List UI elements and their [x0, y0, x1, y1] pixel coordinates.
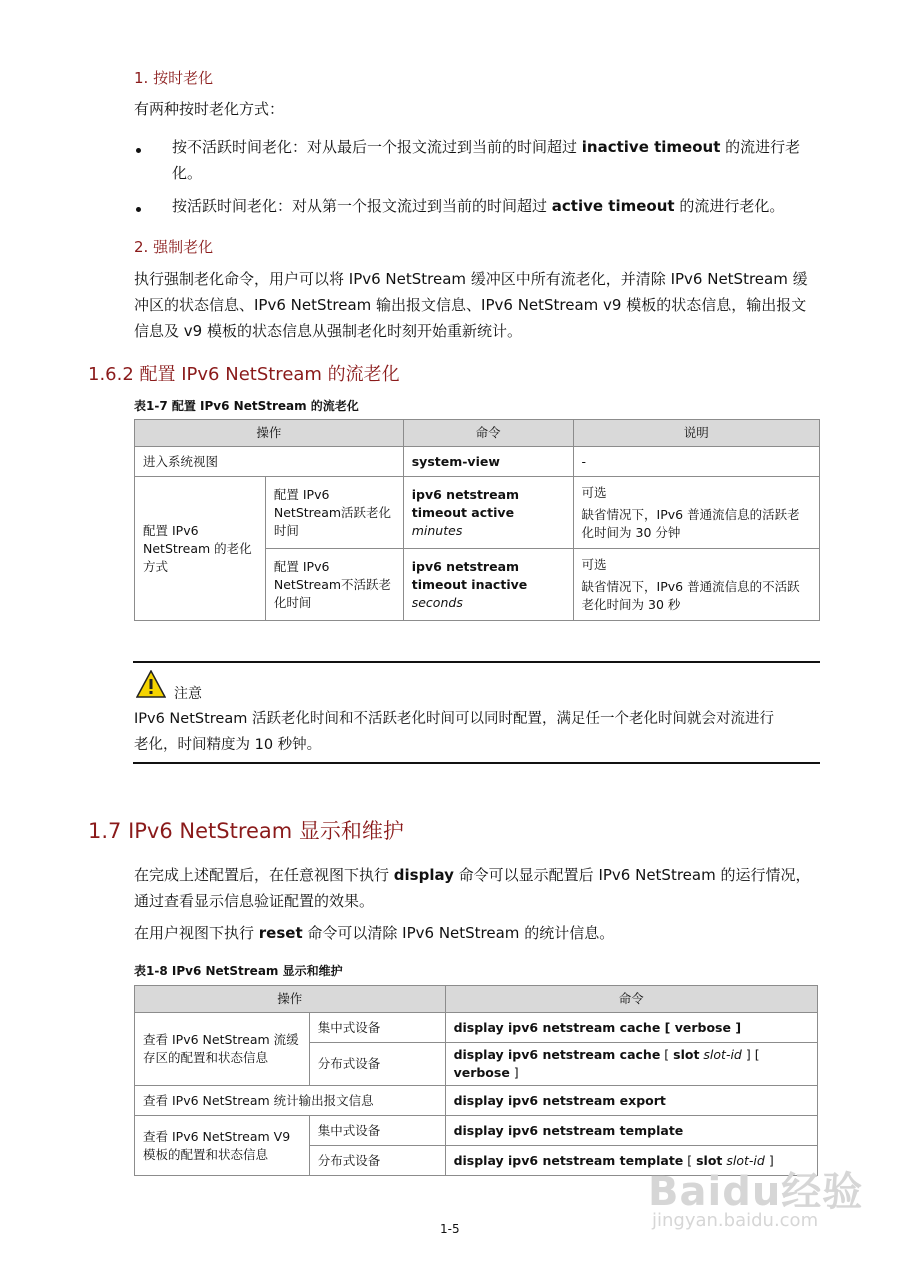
bullet-item: 按不活跃时间老化：对从最后一个报文流过到当前的时间超过 inactive timeout 的流进行老 化。: [172, 138, 801, 182]
table-caption: 表1-7 配置 IPv6 NetStream 的流老化: [134, 399, 359, 413]
table-cell: 集中式设备: [309, 1013, 445, 1043]
table-cell: 进入系统视图: [135, 447, 404, 477]
command-cell: ipv6 netstream timeout active minutes: [403, 477, 573, 549]
bullet-icon: [136, 207, 141, 212]
header-command: 命令: [445, 986, 817, 1013]
table-caption: 表1-8 IPv6 NetStream 显示和维护: [134, 964, 343, 978]
note-top-rule: [133, 661, 820, 663]
paragraph: 在完成上述配置后，在任意视图下执行 display 命令可以显示配置后 IPv6 NetStream 的运行情况， 通过查看显示信息验证配置的效果。: [134, 866, 811, 910]
config-table: [134, 419, 820, 621]
command-cell: display ipv6 netstream template [ slot slot-id ]: [445, 1146, 817, 1176]
table-cell: 可选 缺省情况下，IPv6 普通流信息的不活跃老化时间为 30 秒: [573, 549, 819, 621]
command-cell: system-view: [403, 447, 573, 477]
command-cell: display ipv6 netstream template: [445, 1116, 817, 1146]
paragraph: 有两种按时老化方式：: [134, 100, 285, 118]
warning-icon: [136, 670, 166, 698]
header-command: 命令: [403, 420, 573, 447]
section-title-1-7: 1.7 IPv6 NetStream 显示和维护: [88, 819, 404, 843]
note-bottom-rule: [133, 762, 820, 764]
heading-force-aging: 2. 强制老化: [134, 238, 214, 256]
table-cell: 查看 IPv6 NetStream V9 模板的配置和状态信息: [135, 1116, 310, 1176]
display-table: [134, 985, 818, 1176]
note-title: 注意: [174, 686, 202, 702]
section-title-1-6-2: 1.6.2 配置 IPv6 NetStream 的流老化: [88, 364, 400, 385]
command-cell: display ipv6 netstream export: [445, 1086, 817, 1116]
table-cell: 配置 IPv6 NetStream活跃老化时间: [265, 477, 403, 549]
command-cell: display ipv6 netstream cache [ verbose ]: [445, 1013, 817, 1043]
table-cell: 分布式设备: [309, 1146, 445, 1176]
table-cell: 配置 IPv6 NetStream不活跃老化时间: [265, 549, 403, 621]
header-operation: 操作: [135, 420, 404, 447]
paragraph: 在用户视图下执行 reset 命令可以清除 IPv6 NetStream 的统计信息。: [134, 924, 615, 942]
paragraph: 执行强制老化命令，用户可以将 IPv6 NetStream 缓冲区中所有流老化，并清除 IPv6 NetStream 缓 冲区的状态信息、IPv6 NetStream 输出报文信息、IPv6 NetStream v9 模板的状态信息，输出报文 信息及 v9 模板的状态信息从强制老化时刻开始重新统计。: [134, 270, 808, 340]
table-cell: 可选 缺省情况下，IPv6 普通流信息的活跃老化时间为 30 分钟: [573, 477, 819, 549]
command-cell: ipv6 netstream timeout inactive seconds: [403, 549, 573, 621]
table-cell: -: [573, 447, 819, 477]
watermark-logo: Baidu经验: [648, 1169, 864, 1215]
table-cell: 集中式设备: [309, 1116, 445, 1146]
header-description: 说明: [573, 420, 819, 447]
bullet-icon: [136, 148, 141, 153]
table-cell: 配置 IPv6 NetStream 的老化方式: [135, 477, 266, 621]
bullet-item: 按活跃时间老化：对从第一个报文流过到当前的时间超过 active timeout 的流进行老化。: [172, 197, 785, 215]
table-cell: 分布式设备: [309, 1043, 445, 1086]
note-text: IPv6 NetStream 活跃老化时间和不活跃老化时间可以同时配置，满足任一个老化时间就会对流进行 老化，时间精度为 10 秒钟。: [134, 711, 774, 753]
command-cell: display ipv6 netstream cache [ slot slot-id ] [ verbose ]: [445, 1043, 817, 1086]
header-operation: 操作: [135, 986, 446, 1013]
table-cell: 查看 IPv6 NetStream 统计输出报文信息: [135, 1086, 446, 1116]
page-number: 1-5: [440, 1222, 460, 1236]
heading-time-aging: 1. 按时老化: [134, 69, 214, 87]
table-cell: 查看 IPv6 NetStream 流缓存区的配置和状态信息: [135, 1013, 310, 1086]
watermark-url: jingyan.baidu.com: [652, 1210, 819, 1231]
